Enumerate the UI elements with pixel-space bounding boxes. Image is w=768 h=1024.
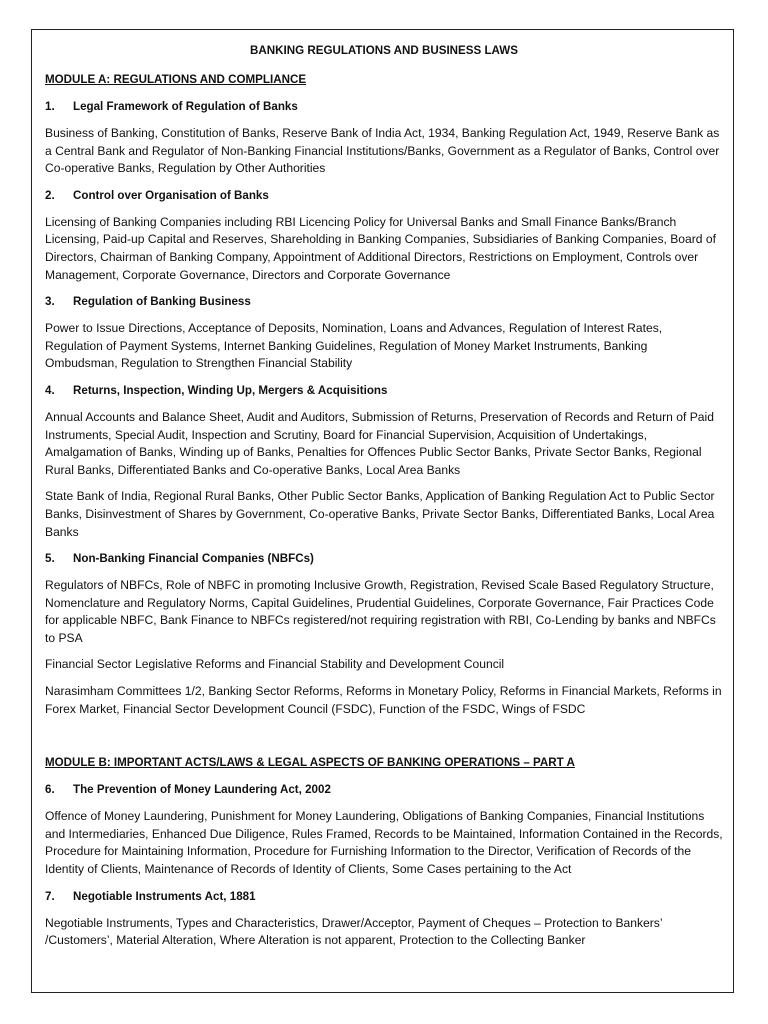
section-1-paragraph: Business of Banking, Constitution of Banks, Reserve Bank of India Act, 1934, Banking Regulation Act, 1949, Reserve Bank as a Central Bank and Regulator of Non-Banking Financial Institutions/Banks, Government as a Regulator of Banks, Control over Co-operative Banks, Regulation by Other Authorities [45,126,720,176]
section-2-paragraph: Licensing of Banking Companies including RBI Licencing Policy for Universal Banks and Small Finance Banks/Branch Licensing, Paid-up Capital and Reserves, Shareholding in Banking Companies, Subsidiaries of Banking Companies, Board of Directors, Chairman of Banking Company, Appointment of Additional Directors, Restrictions on Employment, Controls over Management, Corporate Governance, Directors and Corporate Governance [45,214,716,282]
module-a-heading: MODULE A: REGULATIONS AND COMPLIANCE [45,73,307,86]
section-3-number: 3. [45,295,55,309]
section-4-paragraph-2: State Bank of India, Regional Rural Banks, Other Public Sector Banks, Application of Banking Regulation Act to Public Sector Banks, Disinvestment of Shares by Government, Co-operative Banks, Private Sector Banks, Differentiated Banks, Local Area Banks [45,489,715,539]
document-body [45,42,723,950]
section-3-paragraph: Power to Issue Directions, Acceptance of Deposits, Nomination, Loans and Advances, Regulation of Interest Rates, Regulation of Payment Systems, Internet Banking Guidelines, Regulation of Money Market Instruments, Banking Ombudsman, Regulation to Strengthen Financial Stability [45,321,663,371]
section-4-number: 4. [45,383,55,397]
section-5-paragraph-1: Regulators of NBFCs, Role of NBFC in promoting Inclusive Growth, Registration, Revised Scale Based Regulatory Structure, Nomenclature and Regulatory Norms, Capital Guidelines, Prudential Guidelines, Corporate Governance, Fair Practices Code for applicable NBFC, Bank Finance to NBFCs registered/not requiring registration with RBI, Co-Lending by banks and NBFCs to PSA [45,578,716,645]
section-6-number: 6. [45,783,55,797]
section-7-paragraph: Negotiable Instruments, Types and Characteristics, Drawer/Acceptor, Payment of Cheques – Protection to Bankers’ /Customers’, Material Alteration, Where Alteration is not apparent, Protection to the Collecting Banker [45,915,663,948]
section-1-number: 1. [45,100,55,113]
section-5-paragraph-3: Narasimham Committees 1/2, Banking Sector Reforms, Reforms in Monetary Policy, Reforms in Financial Markets, Reforms in Forex Market, Financial Sector Development Council (FSDC), Function of the FSDC, Wings of FSDC [45,684,722,716]
section-5-title: Non-Banking Financial Companies (NBFCs) [73,552,314,566]
section-2-number: 2. [45,188,55,202]
section-7-heading [45,888,723,906]
section-1-title: Legal Framework of Regulation of Banks [73,100,298,113]
section-3-heading [45,293,723,311]
section-3-title: Regulation of Banking Business [73,295,251,309]
section-4-paragraph-1: Annual Accounts and Balance Sheet, Audit and Auditors, Submission of Returns, Preservation of Records and Return of Paid Instruments, Special Audit, Inspection and Scrutiny, Board for Financial Supervision, Acquisition of Undertakings, Amalgamation of Banks, Winding up of Banks, Penalties for Offences Public Sector Banks, Private Sector Banks, Regional Rural Banks, Differentiated Banks and Co-operative Banks, Local Area Banks [45,409,714,477]
section-1-heading [45,98,723,116]
section-7-number: 7. [45,889,55,903]
section-6-title: The Prevention of Money Laundering Act, 2002 [73,783,331,797]
section-4-title: Returns, Inspection, Winding Up, Mergers & Acquisitions [73,383,388,397]
section-5-number: 5. [45,552,55,566]
section-4-heading [45,382,723,400]
section-2-title: Control over Organisation of Banks [73,188,269,202]
section-5-paragraph-2: Financial Sector Legislative Reforms and Financial Stability and Development Council [45,657,505,672]
module-b-heading: MODULE B: IMPORTANT ACTS/LAWS & LEGAL ASPECTS OF BANKING OPERATIONS – PART A [45,756,575,770]
section-7-title: Negotiable Instruments Act, 1881 [73,889,256,903]
document-title: BANKING REGULATIONS AND BUSINESS LAWS [250,44,518,57]
section-2-heading [45,187,723,205]
section-5-heading [45,550,723,568]
section-6-heading [45,781,723,799]
section-6-paragraph: Offence of Money Laundering, Punishment for Money Laundering, Obligations of Banking Companies, Financial Institutions and Intermediaries, Enhanced Due Diligence, Rules Framed, Records to be Maintained, Information Contained in the Records, Procedure for Maintaining Information, Procedure for Furnishing Information to the Director, Verification of Records of the Identity of Clients, Maintenance of Records of Identity of Clients, Some Cases pertaining to the Act [45,809,723,877]
